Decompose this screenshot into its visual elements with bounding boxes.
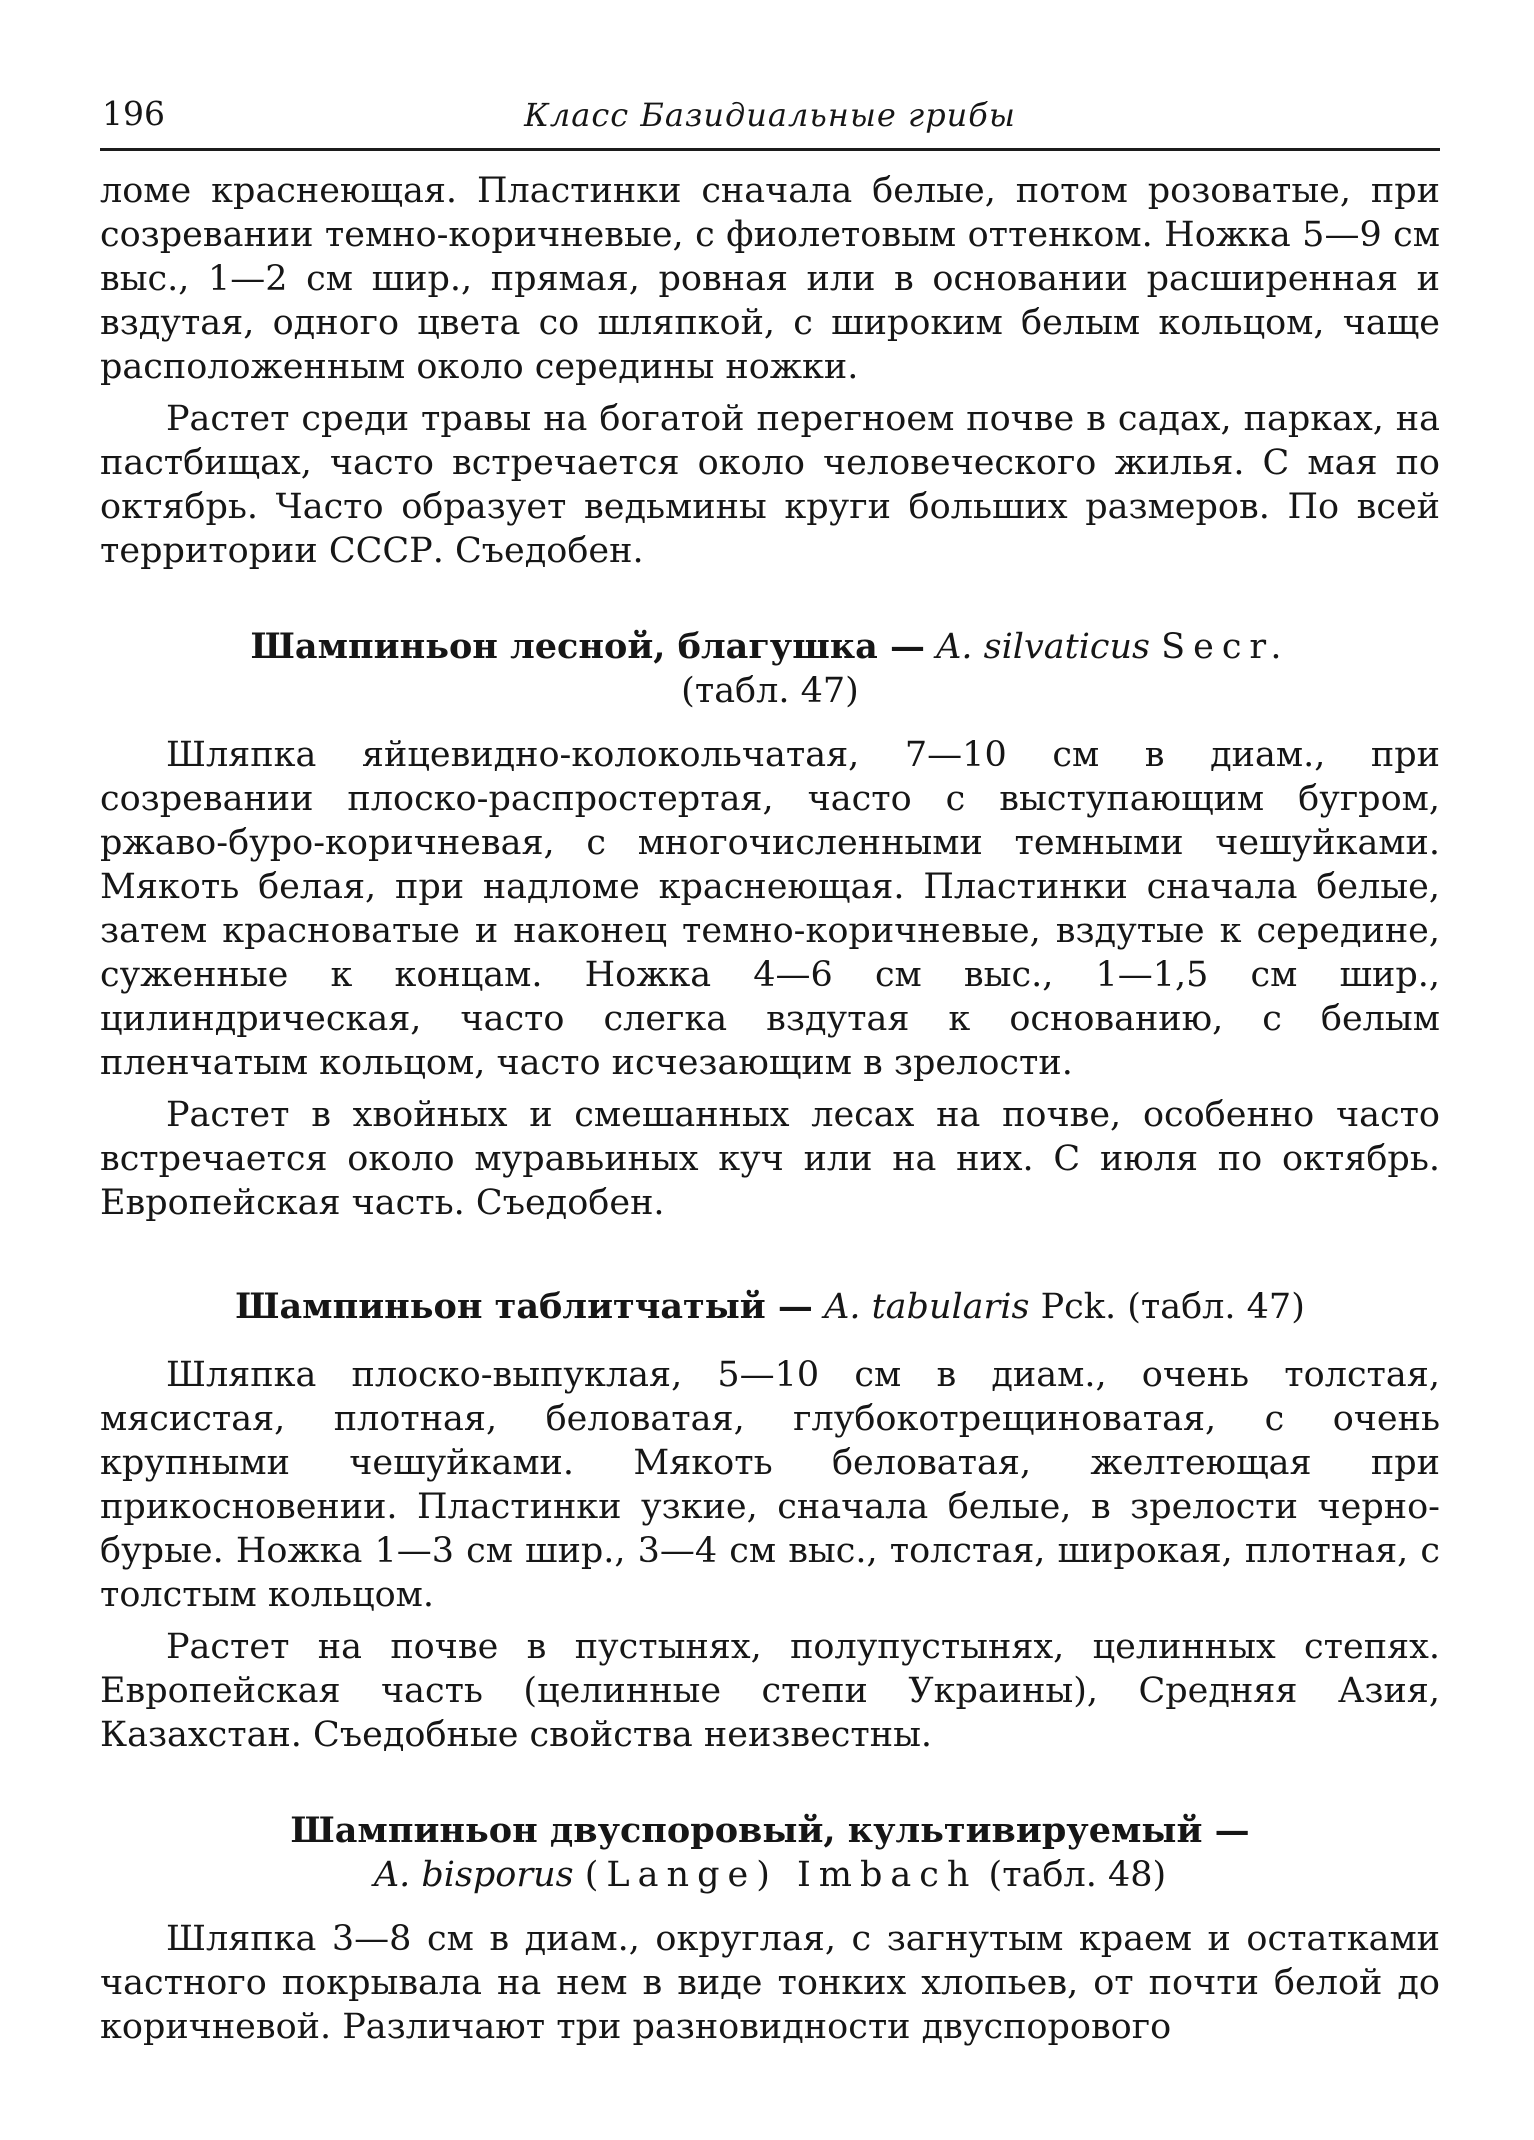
species-author: Pck. [1040,1287,1117,1327]
species-author: (Lange) Imbach [584,1855,978,1895]
species-latin: A. tabularis [824,1287,1030,1327]
species-heading-tabularis [100,1285,1440,1329]
page-number: 196 [102,94,165,133]
species-description: Шляпка плоско-выпуклая, 5—10 см в диам., очень толстая, мясистая, плотная, беловатая, глубокотрещиноватая, с очень крупными чешуйками. Мякоть беловатая, желтеющая при прикосновении. Пластинки узкие, сначала белые, в зрелости черно-бурые. Ножка 1—3 см шир., 3—4 см выс., толстая, широкая, плотная, с толстым кольцом. [100,1355,1440,1615]
table-reference: (табл. 47) [1127,1287,1305,1327]
species-habitat: Растет на почве в пустынях, полупустынях, целинных степях. Европейская часть (целинные степи Украины), Средняя Азия, Казахстан. Съедобные свойства неизвестны. [100,1627,1440,1755]
species-description: Шляпка 3—8 см в диам., округлая, с загнутым краем и остатками частного покрывала на нем в виде тонких хлопьев, от почти белой до коричневой. Различают три разновидности двуспорового [100,1919,1440,2047]
species-description: Шляпка яйцевидно-колокольчатая, 7—10 см в диам., при созревании плоско-распростертая, часто с выступающим бугром, ржаво-буро-коричневая, с многочисленными темными чешуйками. Мякоть белая, при надломе краснеющая. Пластинки сначала белые, затем красноватые и наконец темно-коричневые, вздутые к середине, суженные к концам. Ножка 4—6 см выс., 1—1,5 см шир., цилиндрическая, часто слегка вздутая к основанию, с белым пленчатым кольцом, часто исчезающим в зрелости. [100,735,1440,1083]
species-name: Шампиньон двуспоровый, культивируемый — [290,1810,1250,1851]
intro-paragraph-2: Растет среди травы на богатой перегноем почве в садах, парках, на пастбищах, часто встречается около человеческого жилья. С мая по октябрь. Часто образует ведьмины круги больших размеров. По всей территории СССР. Съедобен. [100,399,1440,571]
species-author: Secr. [1161,627,1290,667]
species-heading-bisporus [100,1809,1440,1897]
species-latin: A. silvaticus [936,627,1150,667]
running-head [100,88,1440,151]
running-title: Класс Базидиальные грибы [524,96,1016,134]
species-name: Шампиньон лесной, благушка — [250,626,925,667]
species-heading-silvaticus [100,625,1440,713]
page-body [100,169,1440,2049]
species-name: Шампиньон таблитчатый — [235,1286,813,1327]
species-habitat: Растет в хвойных и смешанных лесах на почве, особенно часто встречается около муравьиных куч или на них. С июля по октябрь. Европейская часть. Съедобен. [100,1095,1440,1223]
table-reference: (табл. 47) [681,671,859,711]
book-page [100,88,1440,2049]
table-reference: (табл. 48) [988,1855,1167,1895]
species-latin: A. bisporus [373,1855,574,1895]
intro-paragraph-1: ломе краснеющая. Пластинки сначала белые, потом розоватые, при созревании темно-коричневые, с фиолетовым оттенком. Ножка 5—9 см выс., 1—2 см шир., прямая, ровная или в основании расширенная и вздутая, одного цвета со шляпкой, с широким белым кольцом, чаще расположенным около середины ножки. [100,171,1440,387]
